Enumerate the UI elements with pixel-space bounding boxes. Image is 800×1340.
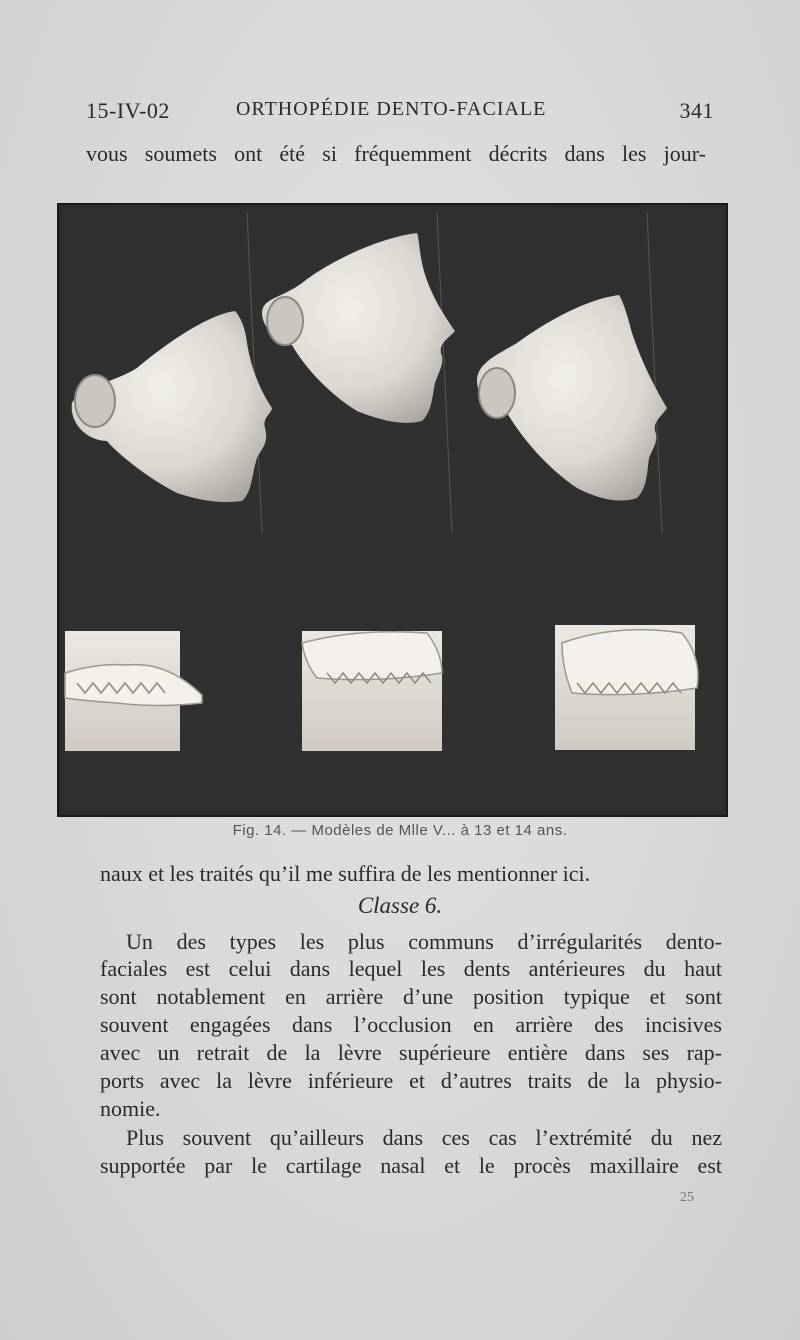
paragraph1-line-2: sont notablement en arrière d’une position typique et sont bbox=[100, 984, 722, 1009]
figure-photo bbox=[57, 203, 728, 817]
paragraph1-line-6: nomie. bbox=[100, 1096, 161, 1121]
page-number: 341 bbox=[679, 98, 714, 123]
figure-image bbox=[57, 203, 728, 817]
running-head bbox=[86, 98, 714, 128]
paragraph1-line-0: Un des types les plus communs d’irrégularités dento- bbox=[126, 929, 722, 954]
dental-model-center bbox=[302, 631, 442, 751]
paragraph1-line-3: souvent engagées dans l’occlusion en arrière des incisives bbox=[100, 1012, 722, 1037]
signature-mark: 25 bbox=[680, 1190, 694, 1205]
dental-model-right bbox=[555, 625, 698, 750]
paragraph2-line-1: supportée par le cartilage nasal et le procès maxillaire est bbox=[100, 1153, 722, 1178]
paragraph2-line-0: Plus souvent qu’ailleurs dans ces cas l’extrémité du nez bbox=[126, 1125, 722, 1150]
figure-caption: Fig. 14. — Modèles de Mlle V... à 13 et 14 ans. bbox=[232, 822, 568, 839]
text-line-top: vous soumets ont été si fréquemment décrits dans les jour- bbox=[86, 141, 706, 166]
paragraph1-line-1: faciales est celui dans lequel les dents antérieures du haut bbox=[100, 956, 722, 981]
header-date: 15-IV-02 bbox=[86, 98, 170, 123]
paragraph1-line-5: ports avec la lèvre inférieure et d’autres traits de la physio- bbox=[100, 1068, 722, 1093]
text-line-after-figure: naux et les traités qu’il me suffira de les mentionner ici. bbox=[100, 861, 591, 886]
section-title: Classe 6. bbox=[357, 893, 443, 918]
header-title: ORTHOPÉDIE DENTO-FACIALE bbox=[236, 98, 547, 120]
paragraph1-line-4: avec un retrait de la lèvre supérieure entière dans ses rap- bbox=[100, 1040, 722, 1065]
